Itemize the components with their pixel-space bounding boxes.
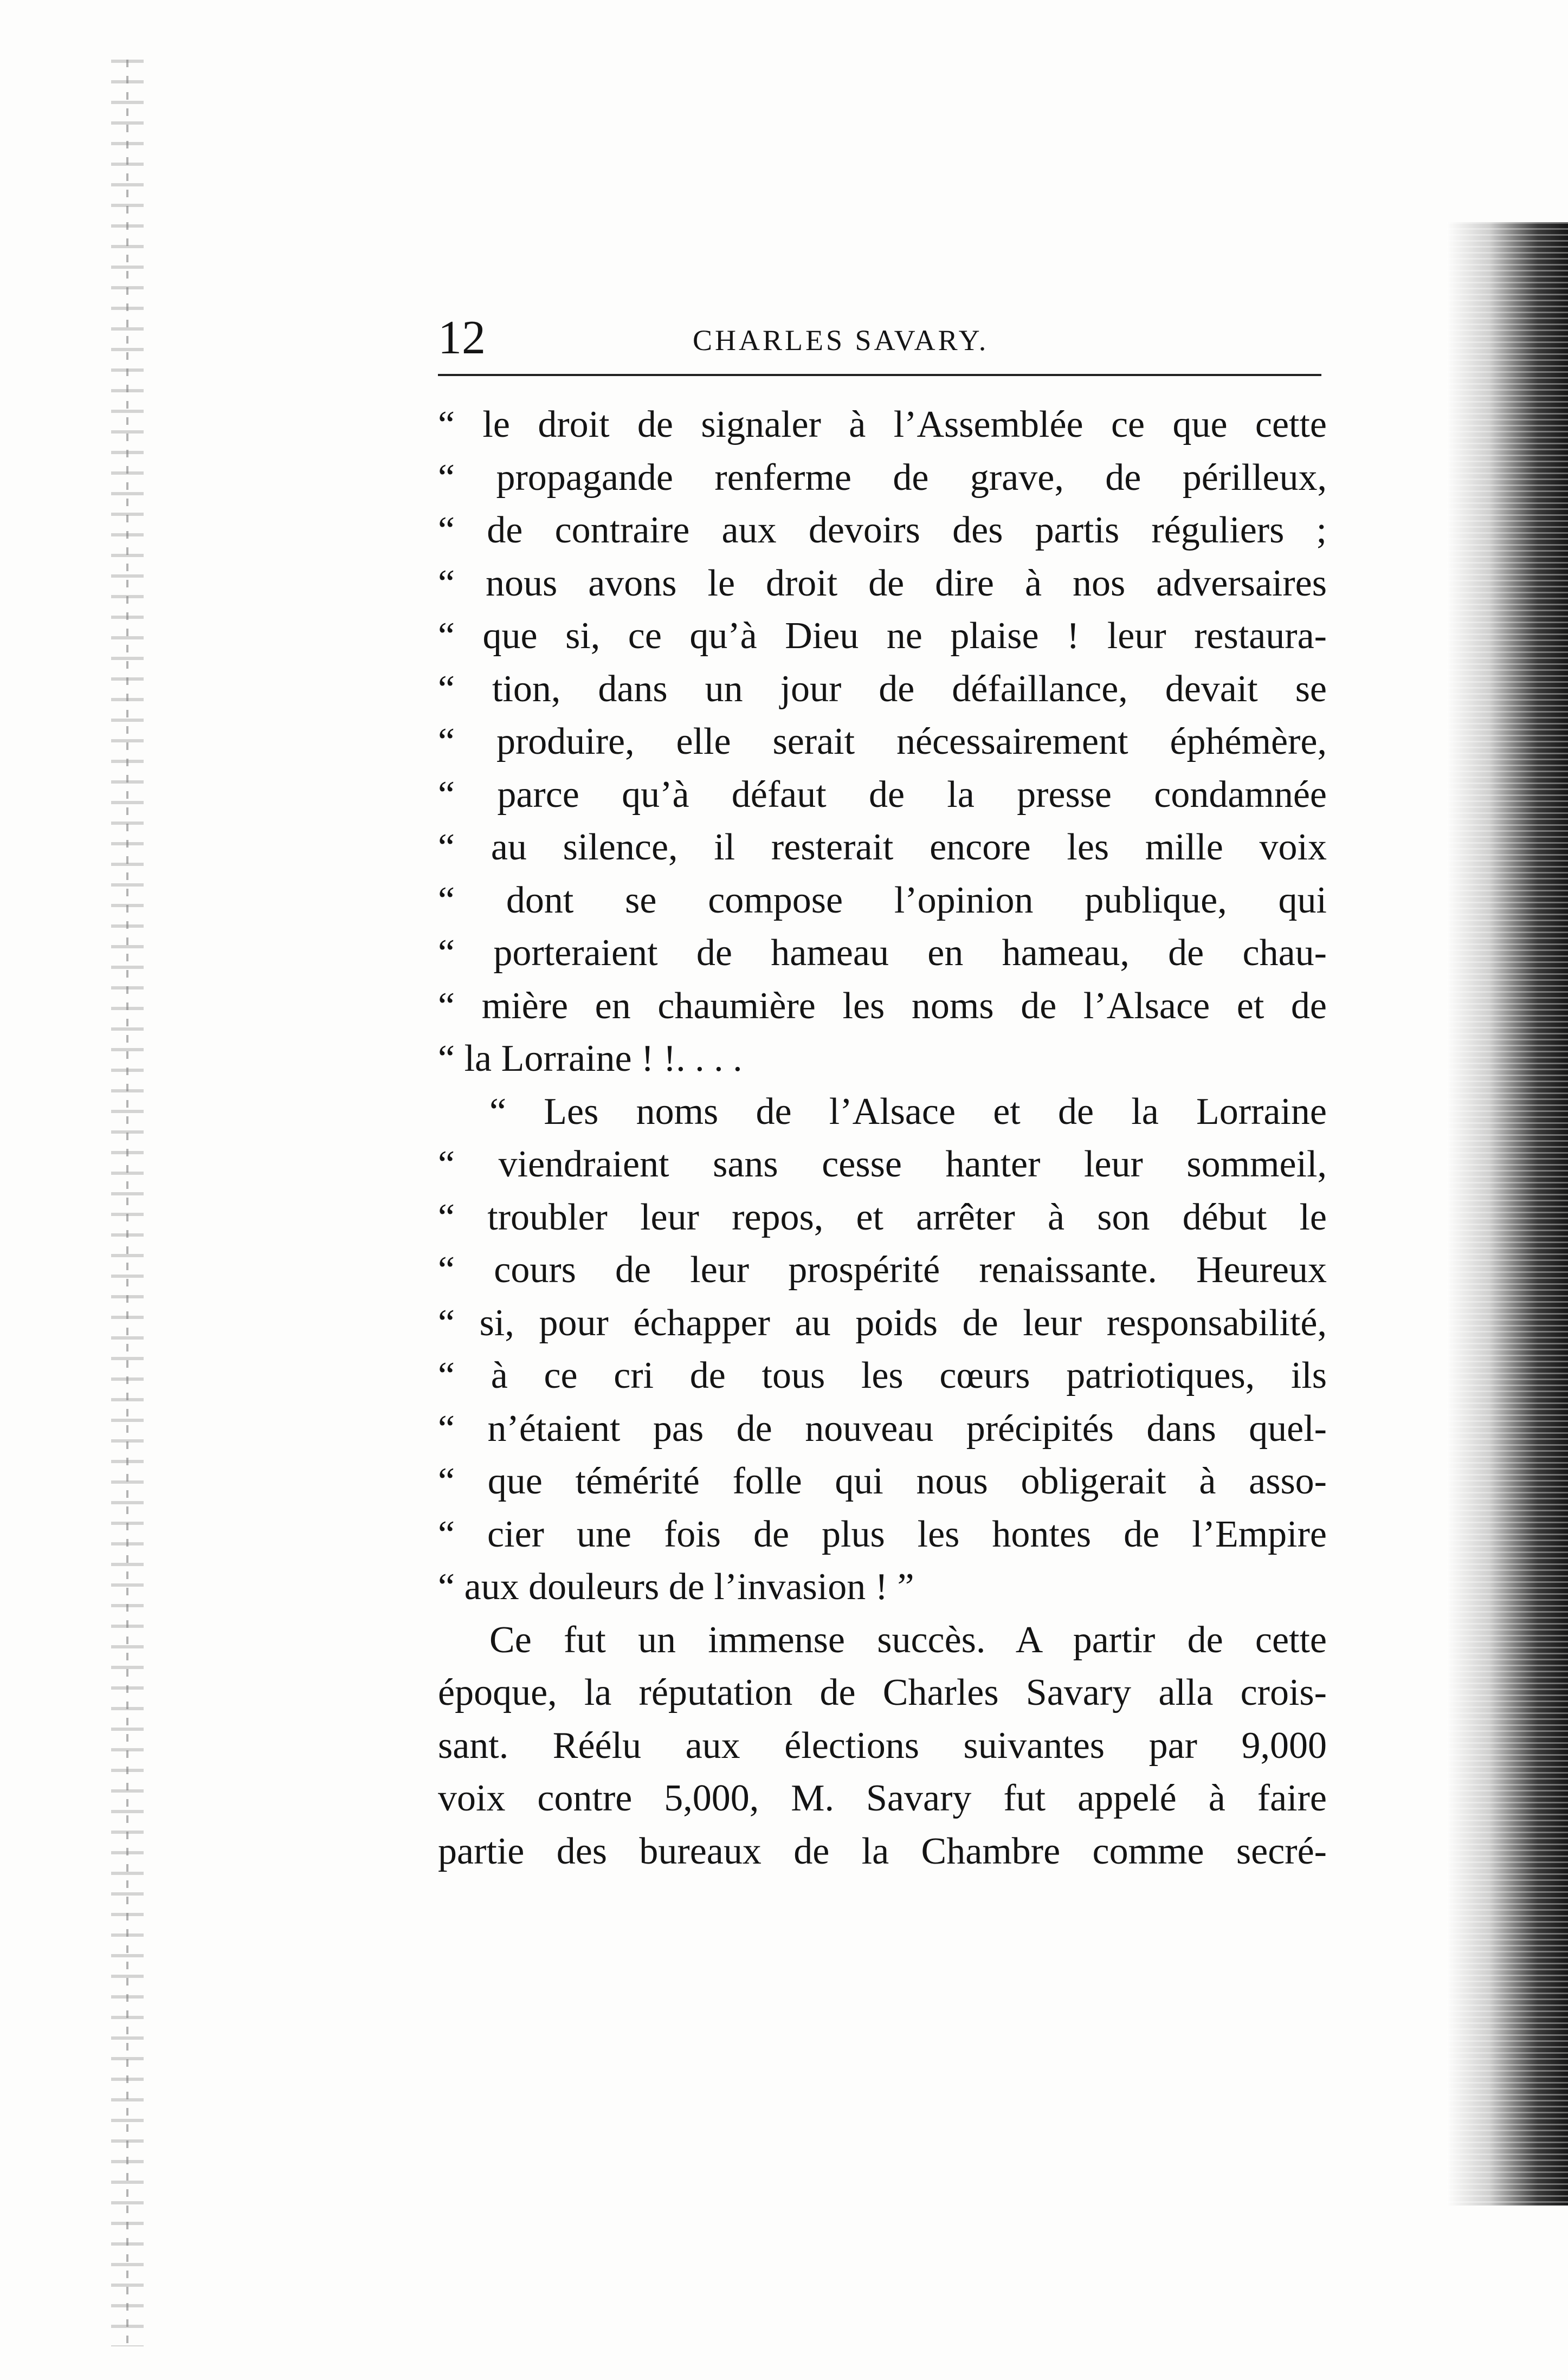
text-line: “ nous avons le droit de dire à nos adversaires [438,562,1327,604]
scan-gutter [111,60,144,2346]
text-line: sant. Réélu aux élections suivantes par 9,000 [438,1724,1327,1767]
text-line: “ à ce cri de tous les cœurs patriotiques, ils [438,1355,1327,1396]
header-rule [438,374,1321,376]
text-line: “ cours de leur prospérité renaissante. Heureux [438,1249,1327,1291]
text-line: “ tion, dans un jour de défaillance, devait se [438,668,1327,710]
text-line: “ propagande renferme de grave, de périlleux, [438,456,1327,499]
text-line: “ parce qu’à défaut de la presse condamnée [438,773,1327,816]
text-line: “ n’étaient pas de nouveau précipités dans quel- [438,1407,1327,1450]
text-line: “ cier une fois de plus les hontes de l’Empire [438,1513,1327,1555]
text-line: “ de contraire aux devoirs des partis réguliers ; [438,509,1327,551]
text-line: “ le droit de signaler à l’Assemblée ce que cette [438,404,1327,445]
text-line: “ dont se compose l’opinion publique, qui [438,879,1327,921]
text-line: époque, la réputation de Charles Savary alla crois- [438,1672,1327,1713]
text-line: “ produire, elle serait nécessairement éphémère, [438,721,1327,762]
text-line: “ que si, ce qu’à Dieu ne plaise ! leur restaura- [438,615,1327,657]
page-header [438,311,1321,371]
text-line: “ mière en chaumière les noms de l’Alsace et de [438,985,1327,1027]
text-line: “ que témérité folle qui nous obligerait à asso- [438,1460,1327,1502]
running-head: CHARLES SAVARY. [693,324,989,357]
body-text [438,398,1327,1878]
text-line: “ la Lorraine ! !. . . . [438,1038,743,1079]
page-number: 12 [438,312,486,364]
text-line: voix contre 5,000, M. Savary fut appelé à faire [438,1777,1327,1819]
text-line: “ si, pour échapper au poids de leur responsabilité, [438,1302,1327,1344]
text-line: “ viendraient sans cesse hanter leur sommeil, [438,1143,1327,1185]
text-line: Ce fut un immense succès. A partir de cette [489,1619,1327,1661]
text-line: “ au silence, il resterait encore les mille voix [438,826,1327,868]
text-line: “ porteraient de hameau en hameau, de chau- [438,932,1327,974]
text-line: partie des bureaux de la Chambre comme secré- [438,1830,1327,1872]
text-line: “ troubler leur repos, et arrêter à son début le [438,1196,1327,1238]
scan-edge-shadow [1447,222,1568,2206]
text-line: “ aux douleurs de l’invasion ! ” [438,1566,914,1608]
text-line: “ Les noms de l’Alsace et de la Lorraine [489,1090,1327,1133]
